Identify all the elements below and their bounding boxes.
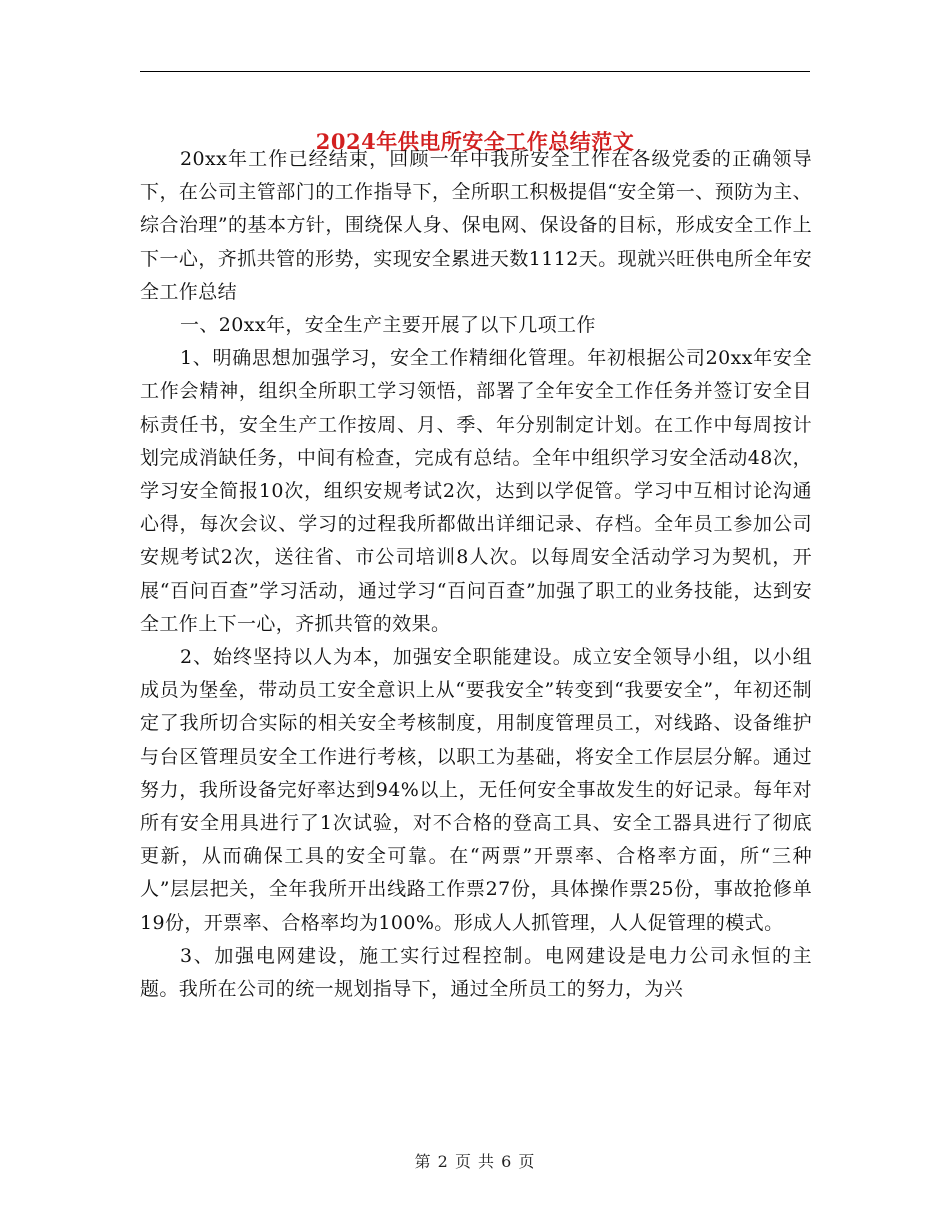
page-number-footer: 第 2 页 共 6 页 bbox=[414, 1152, 536, 1171]
paragraph-item-3: 3、加强电网建设，施工实行过程控制。电网建设是电力公司永恒的主题。我所在公司的统一规划指导下，通过全所员工的努力，为兴 bbox=[140, 944, 812, 1001]
paragraph-item-1: 1、明确思想加强学习，安全工作精细化管理。年初根据公司20xx年安全工作会精神，组织全所职工学习领悟，部署了全年安全工作任务并签订安全目标责任书，安全生产工作按周、月、季、年分别制定计划。在工作中每周按计划完成消缺任务，中间有检查，完成有总结。全年中组织学习安全活动48次，学习安全简报10次，组织安规考试2次，达到以学促管。学习中互相讨论沟通心得，每次会议、学习的过程我所都做出详细记录、存档。全年员工参加公司安规考试2次，送往省、市公司培训8人次。以每周安全活动学习为契机，开展“百问百查”学习活动，通过学习“百问百查”加强了职工的业务技能，达到安全工作上下一心，齐抓共管的效果。 bbox=[140, 347, 812, 635]
paragraph-item-2: 2、始终坚持以人为本，加强安全职能建设。成立安全领导小组，以小组成员为堡垒，带动员工安全意识上从“要我安全”转变到“我要安全”，年初还制定了我所切合实际的相关安全考核制度，用制度管理员工，对线路、设备维护与台区管理员安全工作进行考核，以职工为基础，将安全工作层层分解。通过努力，我所设备完好率达到94%以上，无任何安全事故发生的好记录。每年对所有安全用具进行了1次试验，对不合格的登高工具、安全工器具进行了彻底更新，从而确保工具的安全可靠。在“两票”开票率、合格率方面，所“三种人”层层把关，全年我所开出线路工作票27份，具体操作票25份，事故抢修单19份，开票率、合格率均为100%。形成人人抓管理，人人促管理的模式。 bbox=[140, 646, 812, 934]
document-body bbox=[140, 143, 812, 1006]
header-rule bbox=[140, 71, 810, 72]
paragraph-intro: 20xx年工作已经结束，回顾一年中我所安全工作在各级党委的正确领导下，在公司主管部门的工作指导下，全所职工积极提倡“安全第一、预防为主、综合治理”的基本方针，围绕保人身、保电网、保设备的目标，形成安全工作上下一心，齐抓共管的形势，实现安全累进天数1112天。现就兴旺供电所全年安全工作总结 bbox=[140, 148, 812, 303]
paragraph-section-heading: 一、20xx年，安全生产主要开展了以下几项工作 bbox=[180, 314, 596, 337]
document-title: 2024年供电所安全工作总结范文 bbox=[315, 129, 635, 155]
